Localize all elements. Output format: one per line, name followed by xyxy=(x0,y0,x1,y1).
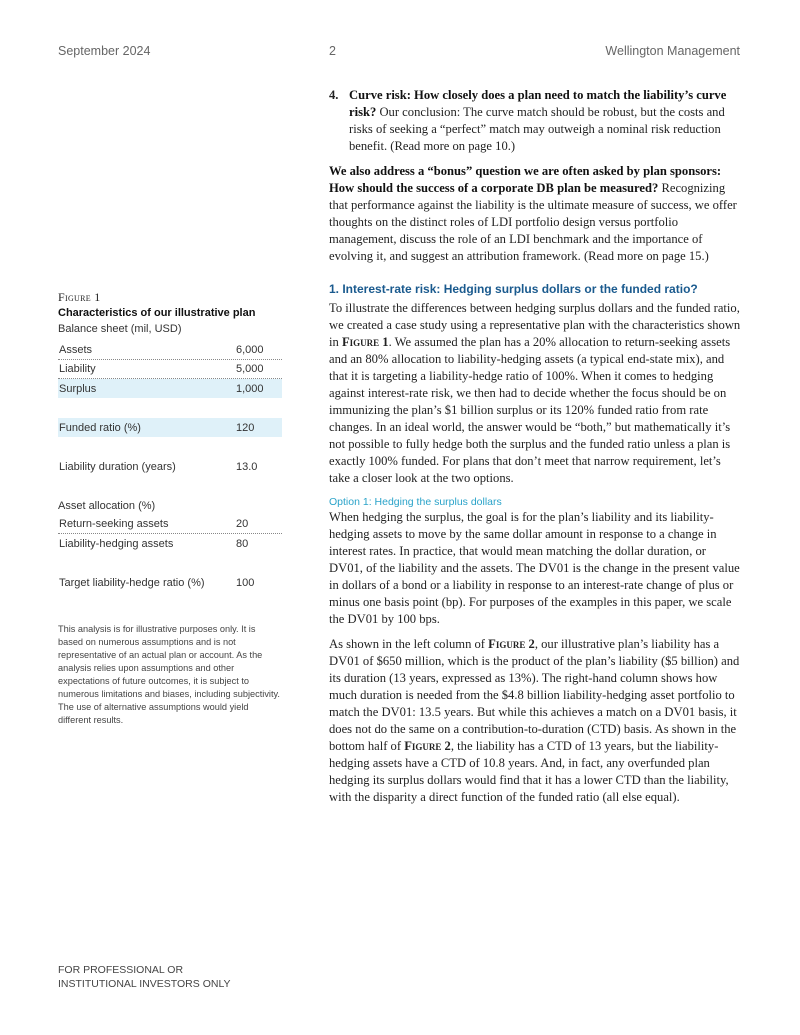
page-number: 2 xyxy=(329,44,336,58)
list-item-4 xyxy=(329,87,741,155)
row-funded-ratio xyxy=(58,418,282,437)
section-heading: 1. Interest-rate risk: Hedging surplus dollars or the funded ratio? xyxy=(329,282,698,296)
text-run: , the liability has a CTD of 13 years, but the liability-hedging assets have a CTD of 10.8 years. And, in fact, any overfunded plan hedging its surplus dollars would find that it has a lower CTD than the liability, with the disparity a direct function of the funded ratio (all else equal). xyxy=(329,739,729,804)
header-firm: Wellington Management xyxy=(605,44,740,58)
row-label: Funded ratio (%) xyxy=(59,421,141,434)
section1-paragraph xyxy=(329,300,741,487)
header-date: September 2024 xyxy=(58,44,151,58)
footer-line: INSTITUTIONAL INVESTORS ONLY xyxy=(58,978,231,990)
row-label: Liability duration (years) xyxy=(59,460,176,473)
figure-number: Figure 1 xyxy=(58,290,101,304)
row-liability-hedging xyxy=(58,534,282,553)
text-run: To illustrate the differences between hedging surplus dollars and the funded ratio, we created a case study using a representative plan with the characteristics shown in xyxy=(329,301,741,349)
row-label: Assets xyxy=(59,344,93,356)
text-run: . We assumed the plan has a 20% allocation to return-seeking assets and an 80% allocation to liability-hedging assets (a typical end-state mix), and that it is targeting a liability-hedge ratio of 100%. When it comes to hedging against interest-rate risk, we then had to decide whether the focus should be on immunizing the plan’s $1 billion surplus or its 120% funded ratio from rate changes. In an ideal world, the answer would be “both,” but mathematically it’s not possible to fully hedge both the surplus and the funded ratio unless a plan is exactly 100% funded. For plans that don’t meet that narrow requirement, let’s take a closer look at the two options. xyxy=(329,335,731,485)
bonus-body: Recognizing that performance against the liability is the ultimate measure of success, we offer thoughts on the distinct roles of LDI portfolio design versus portfolio management, discuss the role of an LDI benchmark and the importance of evolving it, and suggest an attribution framework. (Read more on page 15.) xyxy=(329,181,737,263)
figure-ref: Figure 2 xyxy=(404,739,451,753)
spacer xyxy=(58,437,282,457)
figure-1 xyxy=(58,290,282,592)
row-value: 100 xyxy=(236,576,255,589)
figure-subtitle: Balance sheet (mil, USD) xyxy=(58,323,182,335)
figure-ref: Figure 2 xyxy=(488,637,535,651)
row-liability xyxy=(58,360,282,379)
figure-title: Characteristics of our illustrative plan xyxy=(58,307,256,319)
bonus-lead: We also address a “bonus” question we are often asked by plan sponsors: How should the success of a corporate DB plan be measured? xyxy=(329,164,722,195)
text-run: , our illustrative plan’s liability has a DV01 of $650 million, which is the product of the plan’s liability ($5 billion) and its duration (13 years, expressed as 13%). The right-hand column shows how much duration is needed from the $4.8 billion liability-hedging asset portfolio to match the DV01: 13.5 years. But while this achieves a match on a DV01 basis, it does not do the same on a contribution-to-duration (CTD) basis. As shown in the bottom half of xyxy=(329,637,740,753)
list-text xyxy=(349,87,741,155)
row-return-seeking xyxy=(58,515,282,534)
option1-paragraph-2 xyxy=(329,636,741,806)
row-assets xyxy=(58,341,282,360)
row-value: 13.0 xyxy=(236,460,258,473)
row-value: 5,000 xyxy=(236,363,264,375)
row-value: 1,000 xyxy=(236,382,264,395)
spacer xyxy=(58,553,282,573)
row-value: 20 xyxy=(236,518,249,530)
allocation-heading: Asset allocation (%) xyxy=(58,499,156,512)
spacer xyxy=(58,398,282,418)
text-run: As shown in the left column of xyxy=(329,637,489,651)
subsection-heading: Option 1: Hedging the surplus dollars xyxy=(329,496,502,508)
footer-line: FOR PROFESSIONAL OR xyxy=(58,964,184,976)
row-value: 80 xyxy=(236,537,249,550)
row-label: Return-seeking assets xyxy=(59,518,169,530)
option1-paragraph-1: When hedging the surplus, the goal is for the plan’s liability and its liability-hedging assets to move by the same dollar amount in response to a change in interest rates. In practice, that would mean matching the dollar duration, or DV01, of the liability and the assets. The DV01 is the change in the present value in dollars of a bond or a liability in response to an interest-rate change of plus or minus one basis point (bp). For purposes of the examples in this paper, we scale the DV01 by 100 bps. xyxy=(329,510,740,626)
disclaimer-text: This analysis is for illustrative purposes only. It is based on numerous assumptions and is not representative of an actual plan or account. As the analysis relies upon assumptions and other expectations of future outcomes, it is subject to numerous limitations and biases, including subjectivity. The use of alternative assumptions would yield different results. xyxy=(58,624,280,725)
list-body: Our conclusion: The curve match should be robust, but the costs and risks of seeking a “perfect” match may outweigh a nominal risk reduction benefit. (Read more on page 10.) xyxy=(349,105,725,153)
main-column xyxy=(329,87,741,806)
row-label: Surplus xyxy=(59,382,97,395)
list-number: 4. xyxy=(329,88,339,102)
row-surplus xyxy=(58,379,282,398)
row-label: Target liability-hedge ratio (%) xyxy=(59,576,205,589)
row-liability-duration xyxy=(58,457,282,476)
row-target-hedge xyxy=(58,573,282,592)
bonus-paragraph xyxy=(329,163,741,265)
figure-ref: Figure 1 xyxy=(341,335,389,349)
list-lead: Curve risk: How closely does a plan need to match the liability’s curve risk? xyxy=(349,88,727,119)
row-value: 6,000 xyxy=(236,344,264,356)
row-label: Liability xyxy=(59,363,96,375)
footer xyxy=(58,963,231,991)
spacer xyxy=(58,476,282,496)
row-label: Liability-hedging assets xyxy=(59,537,174,550)
row-value: 120 xyxy=(236,421,255,434)
